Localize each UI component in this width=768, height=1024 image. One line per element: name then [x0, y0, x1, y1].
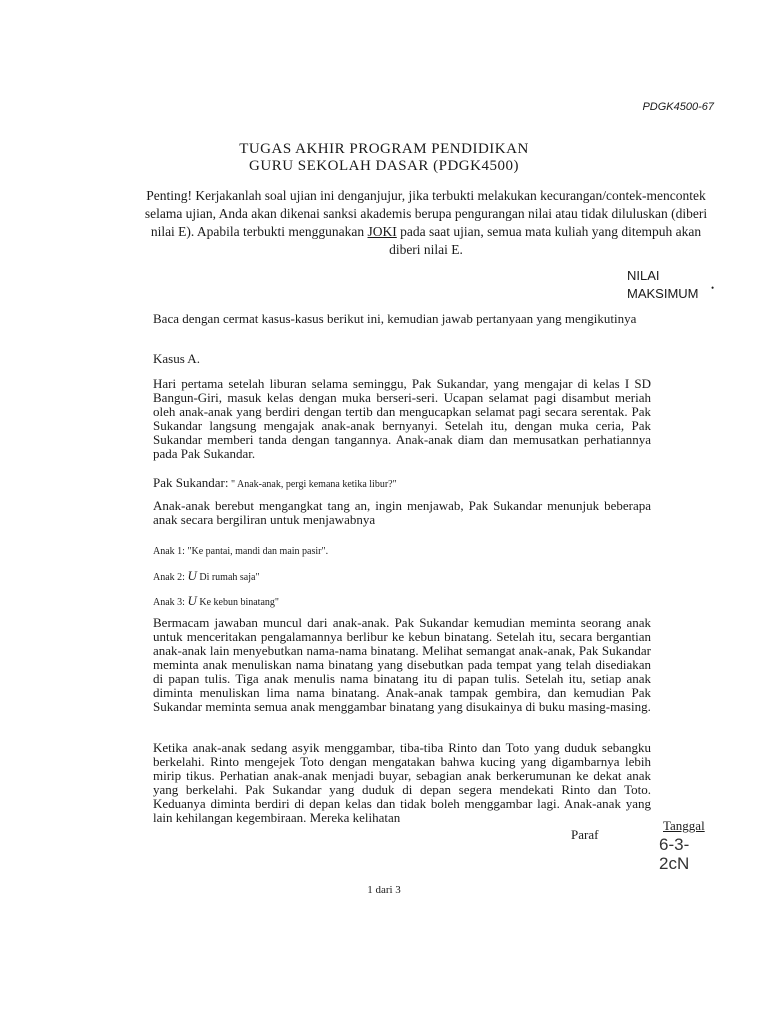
answer-1-text: Anak 1: "Ke pantai, mandi dan main pasir". — [153, 546, 329, 557]
handwritten-date-line-1: 6-3- — [659, 835, 690, 854]
notice-text-after: pada saat ujian, semua mata kuliah yang ditempuh akan diberi nilai E. — [389, 224, 702, 257]
case-paragraph-3: Bermacam jawaban muncul dari anak-anak. Pak Sukandar kemudian meminta seorang anak untuk menceritakan pengalamannya berlibur ke kebun binatang. Setelah itu, secara bergantian anak-anak lain menyebutkan nama-nama binatang. Melihat semangat anak-anak, Pak Sukandar meminta anak menuliskan nama binatang yang disebutkan pada tempat yang telah disediakan di papan tulis. Tiga anak menulis nama binatang itu di papan tulis. Setelah itu, setiap anak diminta menuliskan lima nama binatang. Anak-anak tampak gembira, dan kemudian Pak Sukandar meminta semua anak menggambar binatang yang disukainya di buku masing-masing. — [153, 615, 651, 714]
answer-3-u: U — [187, 593, 197, 608]
title-line-1: TUGAS AKHIR PROGRAM PENDIDIKAN — [239, 141, 529, 157]
notice-text-before: Penting! Kerjakanlah soal ujian ini denganjujur, jika terbukti melakukan kecurangan/contek-mencontek selama ujian, Anda akan dikenai sanksi akademis berupa pengurangan nilai atau tidak diluluskan (diberi nilai E). Apabila terbukti menggunakan — [144, 188, 708, 239]
answer-1 — [153, 542, 328, 558]
nilai-label: NILAI — [627, 268, 660, 283]
notice-joki: JOKI — [367, 224, 397, 239]
paraf-label: Paraf — [571, 827, 599, 842]
case-heading: Kasus A. — [153, 351, 200, 366]
bullet-icon: • — [711, 283, 715, 293]
answer-2 — [153, 568, 260, 584]
speaker-question: " Anak-anak, pergi kemana ketika libur?" — [228, 479, 397, 490]
case-paragraph-1: Hari pertama setelah liburan selama seminggu, Pak Sukandar, yang mengajar di kelas I SD Bangun-Giri, masuk kelas dengan muka berseri-seri. Ucapan selamat pagi disambut meriah oleh anak-anak yang berdiri dengan tertib dan mengucapkan selamat pagi secara serentak. Pak Sukandar langsung mengajak anak-anak bernyanyi. Setelah itu, dengan muka ceria, Pak Sukandar memberi tanda dengan tangannya. Anak-anak diam dan memusatkan perhatiannya pada Pak Sukandar. — [153, 376, 651, 461]
case-paragraph-4: Ketika anak-anak sedang asyik menggambar, tiba-tiba Rinto dan Toto yang duduk sebangku berkelahi. Rinto mengejek Toto dengan mengatakan bahwa kucing yang digambarnya lebih mirip tikus. Perhatian anak-anak menjadi buyar, sebagian anak berkerumunan ke dekat anak yang berkelahi. Pak Sukandar yang duduk di depan segera mendekati Rinto dan Toto. Keduanya diminta berdiri di depan kelas dan tidak boleh menggambar lagi. Anak-anak yang lain kehilangan kegembiraan. Mereka kelihatan — [153, 740, 651, 825]
answer-3-label: Anak 3: — [153, 597, 188, 608]
case-paragraph-2: Anak-anak berebut mengangkat tang an, ingin menjawab, Pak Sukandar menunjuk beberapa anak secara bergiliran untuk menjawabnya — [153, 498, 651, 527]
title-line-2: GURU SEKOLAH DASAR (PDGK4500) — [249, 158, 519, 174]
answer-3-text: Ke kebun binatang" — [196, 597, 279, 608]
maksimum-label: MAKSIMUM — [627, 286, 699, 301]
teacher-question — [153, 475, 397, 491]
exam-notice — [140, 187, 712, 259]
nilai-maksimum — [627, 267, 699, 303]
page-number: 1 dari 3 — [367, 884, 401, 896]
answer-2-text: Di rumah saja" — [196, 572, 260, 583]
handwritten-date-line-2: 2cN — [659, 854, 690, 873]
answer-3 — [153, 593, 279, 609]
answer-2-u: U — [187, 568, 197, 583]
answer-2-label: Anak 2: — [153, 572, 188, 583]
speaker-label: Pak Sukandar: — [153, 475, 229, 490]
instruction-paragraph: Baca dengan cermat kasus-kasus berikut ini, kemudian jawab pertanyaan yang mengikutinya — [153, 311, 637, 326]
document-code: PDGK4500-67 — [642, 101, 714, 113]
tanggal-label: Tanggal — [663, 818, 705, 833]
